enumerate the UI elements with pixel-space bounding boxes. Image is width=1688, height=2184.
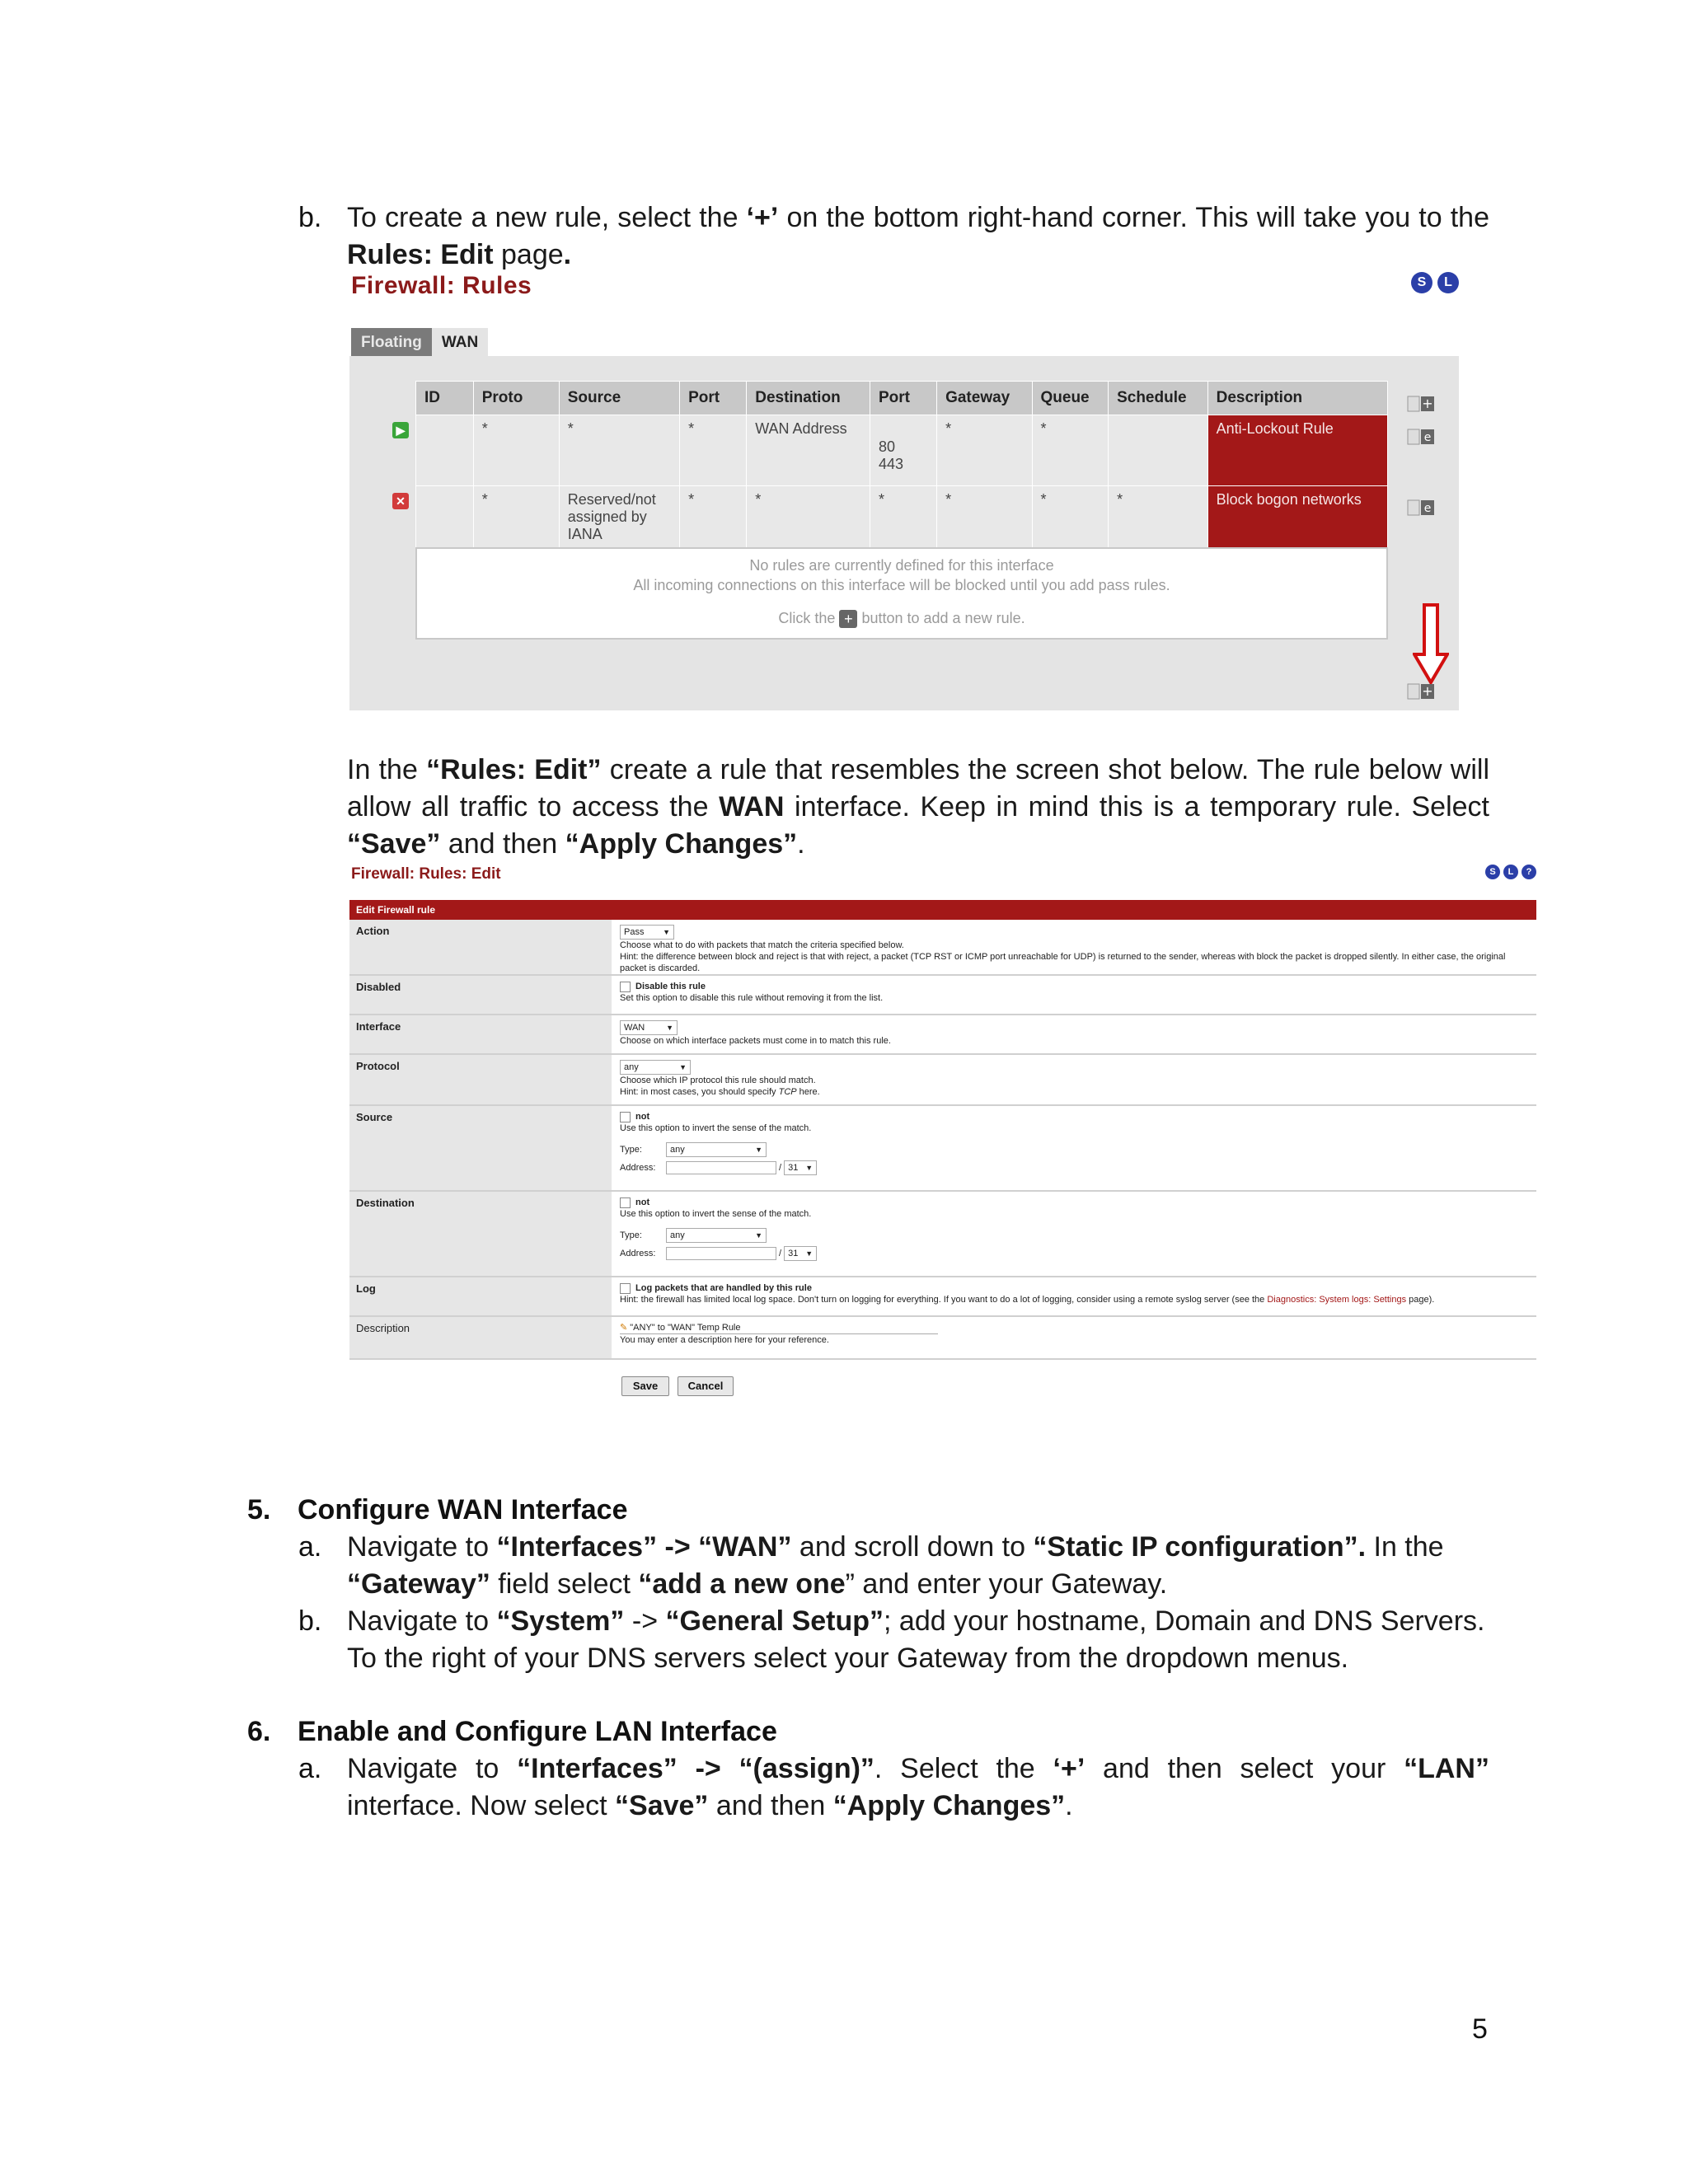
cell-gateway: * [937, 415, 1032, 486]
cell-port: * [680, 486, 747, 557]
select-value: any [624, 1062, 639, 1072]
cell-proto: * [473, 415, 559, 486]
protocol-select[interactable] [620, 1060, 691, 1075]
svg-text:+: + [1422, 396, 1433, 411]
source-mask-select[interactable] [784, 1160, 817, 1175]
no-rules-message [415, 547, 1388, 640]
message-line: No rules are currently defined for this interface [749, 557, 1054, 574]
col-description: Description [1207, 382, 1387, 415]
section-6-number: 6. [247, 1716, 271, 1747]
input-value: "ANY" to "WAN" Temp Rule [630, 1323, 741, 1333]
col-source: Source [559, 382, 679, 415]
row-description [349, 1317, 1536, 1360]
header-icons [1482, 864, 1536, 879]
source-address-input[interactable] [666, 1161, 776, 1174]
help-text: Hint: the firewall has limited local log space. Don't turn on logging for everything. If you want to do a lot of logging, consider using a remote syslog server (see the [620, 1295, 1268, 1305]
cell-source: * [559, 415, 679, 486]
help-text: here. [796, 1087, 820, 1097]
log-icon[interactable]: L [1503, 865, 1518, 879]
col-gateway: Gateway [937, 382, 1032, 415]
message-text: Click the [778, 610, 836, 626]
firewall-rules-screenshot [349, 265, 1459, 710]
cell-proto: * [473, 486, 559, 557]
select-value: any [670, 1230, 685, 1240]
source-value [615, 1106, 1536, 1190]
pencil-icon: ✎ [620, 1323, 628, 1333]
disabled-value [615, 976, 1536, 1014]
edit-rule-icon[interactable] [1406, 427, 1436, 448]
tab-wan[interactable]: WAN [432, 328, 488, 358]
message-text: button to add a new rule. [861, 610, 1025, 626]
add-rule-bottom-icon[interactable] [1406, 682, 1436, 703]
add-rule-top-icon[interactable] [1406, 394, 1436, 415]
tab-floating[interactable]: Floating [351, 328, 432, 358]
type-label: Type: [620, 1145, 642, 1155]
help-text: TCP [778, 1087, 797, 1097]
row-protocol [349, 1055, 1536, 1106]
log-label: Log [349, 1277, 612, 1315]
cell-destination: * [747, 486, 870, 557]
source-type-line [620, 1142, 1531, 1157]
protocol-value [615, 1055, 1536, 1104]
table-row[interactable] [416, 486, 1388, 557]
checkbox-label: not [635, 1112, 650, 1122]
log-checkbox[interactable] [620, 1283, 631, 1294]
interface-value [615, 1015, 1536, 1053]
address-label: Address: [620, 1249, 656, 1258]
rules-edit-paragraph: In the “Rules: Edit” create a rule that resembles the screen shot below. The rule below will allow all traffic to access the WAN interface. Keep in mind this is a temporary rule. Select “Save” and then “Apply Changes”. [347, 754, 1490, 860]
row-destination [349, 1192, 1536, 1277]
interface-select[interactable] [620, 1020, 678, 1035]
tab-bar [351, 328, 488, 358]
cell-queue: * [1032, 486, 1109, 557]
down-arrow-icon [1413, 603, 1449, 686]
chevron-down-icon: ▼ [805, 1164, 814, 1172]
help-text: Hint: in most cases, you should specify [620, 1087, 779, 1097]
select-value: 31 [788, 1249, 799, 1258]
type-label: Type: [620, 1230, 642, 1240]
cell-schedule [1109, 415, 1208, 486]
pass-icon[interactable]: ▶ [392, 422, 409, 438]
message-line [417, 608, 1386, 628]
cell-queue: * [1032, 415, 1109, 486]
source-type-select[interactable] [666, 1142, 767, 1157]
header-icons [1406, 272, 1459, 293]
col-dport: Port [870, 382, 936, 415]
cell-port: * [680, 415, 747, 486]
table-header-row [416, 382, 1388, 415]
select-value: Pass [624, 927, 645, 937]
add-rule-icon[interactable]: + [839, 610, 857, 628]
chevron-down-icon: ▼ [663, 928, 670, 936]
edit-rule-icon[interactable] [1406, 498, 1436, 519]
help-text: Use this option to invert the sense of the match. [620, 1209, 812, 1219]
cell-destination: WAN Address [747, 415, 870, 486]
description-input[interactable] [620, 1322, 938, 1334]
list-marker-a: a. [298, 1531, 322, 1563]
col-port: Port [680, 382, 747, 415]
checkbox-label: Log packets that are handled by this rule [635, 1283, 812, 1293]
cell-dport: * [870, 486, 936, 557]
action-select[interactable] [620, 925, 674, 940]
destination-mask-select[interactable] [784, 1246, 817, 1261]
source-address-line: Address: / 31 ▼ [620, 1160, 1531, 1175]
protocol-label: Protocol [349, 1055, 612, 1104]
chevron-down-icon: ▼ [805, 1249, 814, 1258]
destination-value [615, 1192, 1536, 1276]
row-interface [349, 1015, 1536, 1055]
section-5-step-b: Navigate to “System” -> “General Setup”; add your hostname, Domain and DNS Servers. To the right of your DNS servers select your Gateway from the dropdown menus. [347, 1605, 1485, 1674]
row-disabled [349, 976, 1536, 1015]
action-value [615, 920, 1536, 974]
rules-edit-screenshot [349, 860, 1536, 1421]
destination-type-select[interactable] [666, 1228, 767, 1243]
destination-label: Destination [349, 1192, 612, 1276]
source-not-checkbox[interactable] [620, 1112, 631, 1122]
row-action [349, 920, 1536, 976]
source-label: Source [349, 1106, 612, 1190]
help-text: You may enter a description here for your reference. [620, 1335, 829, 1345]
description-label: Description [349, 1317, 612, 1358]
list-marker-b: b. [298, 1605, 322, 1637]
col-schedule: Schedule [1109, 382, 1208, 415]
col-id: ID [416, 382, 474, 415]
col-destination: Destination [747, 382, 870, 415]
log-icon[interactable]: L [1437, 272, 1459, 293]
help-text: Hint: the difference between block and reject is that with reject, a packet (TCP RST or ICMP port unreachable for UDP) is returned to the sender, whereas with block the packet is dropped silently. In either case, the original packet is discarded. [620, 952, 1506, 973]
message-line: All incoming connections on this interface will be blocked until you add pass rules. [633, 577, 1170, 593]
chevron-down-icon: ▼ [755, 1231, 762, 1240]
cell-source: Reserved/not assigned by IANA [559, 486, 679, 557]
help-icon[interactable]: ? [1522, 865, 1536, 879]
cell-id [416, 415, 474, 486]
cell-dport: 80 443 [870, 415, 936, 486]
checkbox-label: Disable this rule [635, 982, 706, 991]
section-5-title: Configure WAN Interface [298, 1494, 628, 1526]
row-source [349, 1106, 1536, 1192]
step-b-paragraph: To create a new rule, select the ‘+’ on the bottom right-hand corner. This will take you to the Rules: Edit page. [347, 202, 1489, 270]
status-icon[interactable]: S [1411, 272, 1432, 293]
disable-checkbox[interactable] [620, 982, 631, 992]
cell-description: Block bogon networks [1207, 486, 1387, 557]
screenshot-title: Firewall: Rules: Edit [351, 865, 501, 883]
cell-description: Anti-Lockout Rule [1207, 415, 1387, 486]
log-value [615, 1277, 1536, 1315]
select-value: 31 [788, 1163, 799, 1173]
help-text: Choose on which interface packets must come in to match this rule. [620, 1036, 891, 1046]
edit-rule-bar: Edit Firewall rule [349, 900, 1536, 920]
status-icon[interactable]: S [1485, 865, 1500, 879]
list-marker-a: a. [298, 1753, 322, 1784]
table-row[interactable] [416, 415, 1388, 486]
screenshot-title: Firewall: Rules [351, 272, 532, 299]
destination-address-input[interactable] [666, 1247, 776, 1260]
rules-panel [349, 356, 1459, 710]
select-value: any [670, 1145, 685, 1155]
action-label: Action [349, 920, 612, 974]
help-text: Choose what to do with packets that match the criteria specified below. [620, 940, 904, 950]
help-text: Set this option to disable this rule without removing it from the list. [620, 993, 884, 1003]
chevron-down-icon: ▼ [666, 1024, 673, 1032]
help-text: Use this option to invert the sense of the match. [620, 1123, 812, 1133]
select-value: WAN [624, 1023, 645, 1033]
block-icon[interactable]: ✕ [392, 493, 409, 509]
destination-type-line [620, 1228, 1531, 1243]
list-marker-b: b. [298, 202, 322, 233]
disabled-label: Disabled [349, 976, 612, 1014]
save-button[interactable]: Save [621, 1376, 669, 1396]
row-log [349, 1277, 1536, 1317]
rules-table [415, 381, 1388, 557]
help-text: page). [1406, 1295, 1435, 1305]
svg-text:e: e [1423, 502, 1432, 515]
section-5-step-a: Navigate to “Interfaces” -> “WAN” and scroll down to “Static IP configuration”. In the “Gateway” field select “add a new one” and enter your Gateway. [347, 1531, 1444, 1600]
section-5-number: 5. [247, 1494, 271, 1526]
chevron-down-icon: ▼ [679, 1063, 687, 1071]
col-queue: Queue [1032, 382, 1109, 415]
svg-text:e: e [1423, 431, 1432, 444]
cancel-button[interactable]: Cancel [678, 1376, 734, 1396]
section-6-step-a: Navigate to “Interfaces” -> “(assign)”. Select the ‘+’ and then select your “LAN” interface. Now select “Save” and then “Apply Changes”. [347, 1753, 1489, 1821]
checkbox-label: not [635, 1197, 650, 1207]
address-label: Address: [620, 1163, 656, 1173]
destination-not-checkbox[interactable] [620, 1197, 631, 1208]
description-value [615, 1317, 1536, 1358]
destination-address-line: Address: / 31 ▼ [620, 1246, 1531, 1261]
chevron-down-icon: ▼ [755, 1146, 762, 1154]
cell-schedule: * [1109, 486, 1208, 557]
svg-text:+: + [1422, 683, 1433, 699]
cell-id [416, 486, 474, 557]
help-text: Choose which IP protocol this rule should match. [620, 1076, 816, 1085]
section-6-title: Enable and Configure LAN Interface [298, 1716, 777, 1747]
cell-gateway: * [937, 486, 1032, 557]
page-number: 5 [1472, 2013, 1488, 2045]
col-proto: Proto [473, 382, 559, 415]
system-logs-settings-link[interactable]: Diagnostics: System logs: Settings [1267, 1295, 1407, 1305]
interface-label: Interface [349, 1015, 612, 1053]
